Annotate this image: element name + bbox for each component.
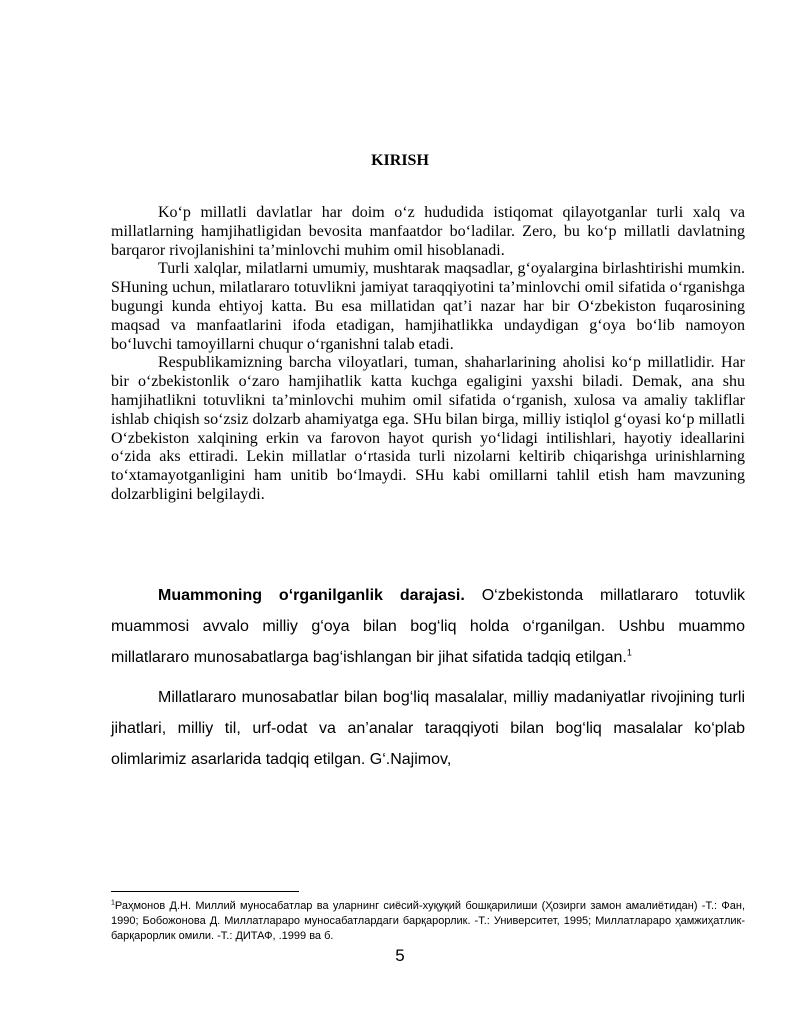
section-heading: Muammoning o‘rganilganlik darajasi.	[158, 587, 465, 604]
footnote	[111, 899, 745, 944]
section-heading-text: O‘zbekistonda millatlararo totuvlik muammosi avvalo milliy g‘oya bilan bog‘liq holda o‘rganilgan. Ushbu muammo millatlararo munosabatlarga bag‘ishlangan bir jihat sifatida tadqiq etilgan.	[111, 587, 746, 667]
study-degree-section	[111, 580, 745, 775]
footnote-reference[interactable]: 1	[626, 648, 632, 659]
page-title: KIRISH	[371, 152, 429, 169]
introduction-body	[111, 204, 745, 505]
paragraph-3: Respublikamizning barcha viloyatlari, tuman, shaharlarining aholisi ko‘p millatlidir. Har bir o‘zbekistonlik o‘zaro hamjihatlik katta kuchga egaligini yaxshi biladi. Demak, ana shu hamjihatlikni totuvlikni ta’minlovchi muhim omil sifatida o‘rganish, xulosa va amaliy takliflar ishlab chiqish so‘zsiz dolzarb ahamiyatga ega. SHu bilan birga, milliy istiqlol g‘oyasi ko‘p millatli O‘zbekiston xalqining erkin va farovon hayot qurish yo‘lidagi intilishlari, hayotiy ideallarini o‘zida aks ettiradi. Lekin millatlar o‘rtasida turli nizolarni keltirib chiqarishga urinishlarning to‘xtamayotganligini ham unitib bo‘lmaydi. SHu kabi omillarni tahlil etish ham mavzuning dolzarbligini belgilaydi.	[111, 354, 745, 503]
section-paragraph-1	[111, 580, 745, 674]
footnote-divider	[111, 891, 299, 892]
section-paragraph-2: Millatlararo munosabatlar bilan bog‘liq masalalar, milliy madaniyatlar rivojining turli jihatlari, milliy til, urf-odat va an’analar taraqqiyoti bilan bog‘liq masalalar ko‘plab olimlarimiz asarlarida tadqiq etilgan. G‘.Najimov,	[111, 688, 745, 769]
page-number: 5	[395, 946, 405, 965]
paragraph-2: Turli xalqlar, milatlarni umumiy, mushtarak maqsadlar, g‘oyalargina birlashtirishi mumkin. SHuning uchun, milatlararo totuvlikni jamiyat taraqqiyotini ta’minlovchi omil sifatida o‘rganishga bugungi kunda ehtiyoj katta. Bu esa millatidan qat’i nazar har bir O‘zbekiston fuqarosining maqsad va manfaatlarini ifoda etadigan, hamjihatlikka undaydigan g‘oya bo‘lib namoyon bo‘luvchi tamoyillarni chuqur o‘rganishni talab etadi.	[111, 260, 745, 353]
footnote-marker: 1	[111, 899, 115, 907]
footnote-text: Раҳмонов Д.Н. Миллий муносабатлар ва уларнинг сиёсий-хуқуқий бошқарилиши (Ҳозирги замон амалиётидан) -Т.: Фан, 1990; Бобожонова Д. Миллатлараро муносабатлардаги барқарорлик. -Т.: Университет, 1995; Миллатлараро ҳамжиҳатлик-барқарорлик омили. -Т.: ДИТАФ, .1999 ва б.	[111, 900, 745, 942]
paragraph-1: Ko‘p millatli davlatlar har doim o‘z hududida istiqomat qilayotganlar turli xalq va millatlarning hamjihatligidan bevosita manfaatdor bo‘ladilar. Zero, bu ko‘p millatli davlatning barqaror rivojlanishini ta’minlovchi muhim omil hisoblanadi.	[111, 204, 745, 259]
